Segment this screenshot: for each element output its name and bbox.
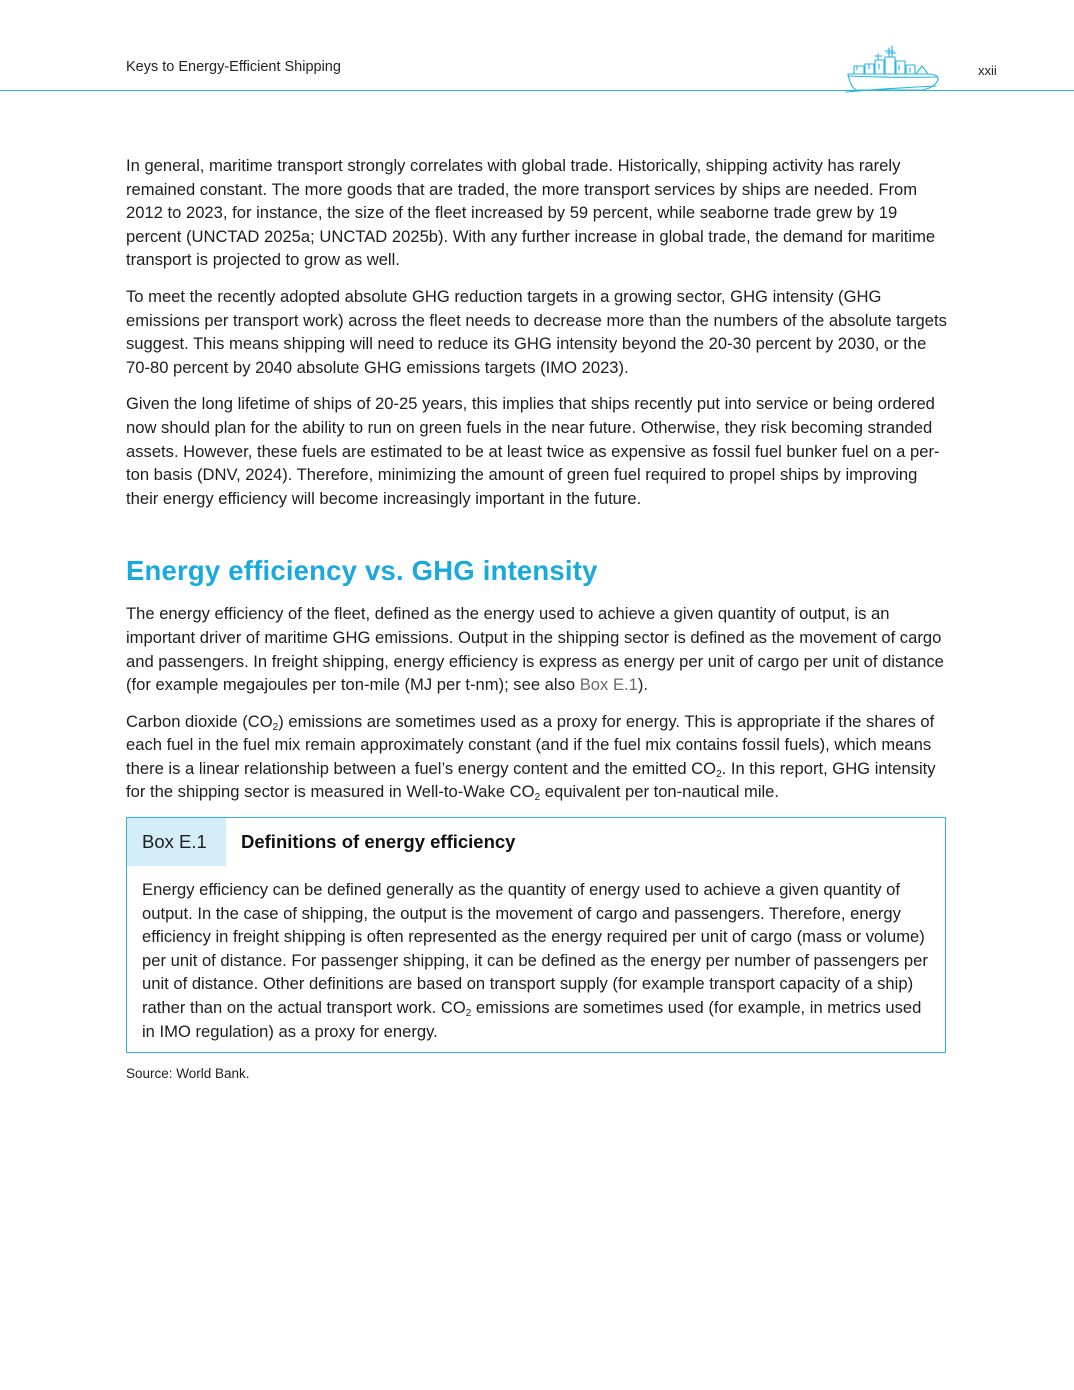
main-content [126, 154, 950, 1081]
box-body-part-b: emissions are sometimes used (for example, in metrics used in IMO regulation) as a proxy for energy. [142, 998, 922, 1041]
header-rule [0, 90, 1074, 91]
box-label: Box E.1 [127, 818, 226, 866]
paragraph-co2-part-d: equivalent per ton-nautical mile. [540, 782, 780, 802]
paragraph-energy-efficiency-text: The energy efficiency of the fleet, defined as the energy used to achieve a given quantity of output, is an important driver of maritime GHG emissions. Output in the shipping sector is defined as the movement of cargo and passengers. In freight shipping, energy efficiency is express as energy per unit of cargo per unit of distance (for example megajoules per ton-mile (MJ per t-nm); see also [126, 604, 944, 695]
page-number: xxii [978, 63, 997, 78]
co2-subscript: 2 [534, 792, 541, 804]
header-title: Keys to Energy-Efficient Shipping [126, 59, 341, 75]
box-header [127, 818, 945, 866]
paragraph-energy-efficiency [126, 602, 950, 696]
source-note: Source: World Bank. [126, 1066, 250, 1082]
paragraph-co2 [126, 710, 950, 804]
co2-subscript: 2 [272, 721, 279, 733]
box-title: Definitions of energy efficiency [241, 831, 516, 853]
paragraph-co2-part-a: Carbon dioxide (CO [126, 711, 273, 731]
paragraph-co2-part-c: . In this report, GHG intensity for the shipping sector is measured in Well-to-Wake CO [126, 758, 936, 802]
paragraph-trade: In general, maritime transport strongly correlates with global trade. Historically, shipping activity has rarely remained constant. The more goods that are traded, the more transport services by ships are needed. From 2012 to 2023, for instance, the size of the fleet increased by 59 percent, while seaborne trade grew by 19 percent (UNCTAD 2025a; UNCTAD 2025b). With any further increase in global trade, the demand for maritime transport is projected to grow as well. [126, 156, 936, 270]
box-e1 [126, 817, 946, 1053]
co2-subscript: 2 [465, 1008, 472, 1020]
box-body [127, 866, 945, 1052]
paragraph-co2-part-b: ) emissions are sometimes used as a proxy for energy. This is appropriate if the shares of each fuel in the fuel mix remain approximately constant (and if the fuel mix contains fossil fuels), which means there is a linear relationship between a fuel’s energy content and the emitted CO [126, 711, 935, 778]
paragraph-lifetime: Given the long lifetime of ships of 20-25 years, this implies that ships recently put into service or being ordered now should plan for the ability to run on green fuels in the near future. Otherwise, they risk becoming stranded assets. However, these fuels are estimated to be at least twice as expensive as fossil fuel bunker fuel on a per-ton basis (DNV, 2024). Therefore, minimizing the amount of green fuel required to propel ships by improving their energy efficiency will become increasingly important in the future. [126, 394, 940, 508]
box-body-part-a: Energy efficiency can be defined generally as the quantity of energy used to achieve a given quantity of output. In the case of shipping, the output is the movement of cargo and passengers. Therefore, energy efficiency in freight shipping is often represented as the energy required per unit of cargo (mass or volume) per unit of distance. For passenger shipping, it can be defined as the energy per number of passengers per unit of distance. Other definitions are based on transport supply (for example transport capacity of a ship) rather than on the actual transport work. CO [142, 880, 928, 1018]
co2-subscript: 2 [716, 768, 722, 780]
paragraph-targets: To meet the recently adopted absolute GHG reduction targets in a growing sector, GHG intensity (GHG emissions per transport work) across the fleet needs to decrease more than the numbers of the absolute targets suggest. This means shipping will need to reduce its GHG intensity beyond the 20-30 percent by 2030, or the 70-80 percent by 2040 absolute GHG emissions targets (IMO 2023). [126, 286, 947, 377]
box-e1-link[interactable]: Box E.1 [579, 675, 638, 695]
section-heading: Energy efficiency vs. GHG intensity [126, 555, 598, 587]
paragraph-energy-efficiency-end: ). [637, 675, 648, 695]
ship-icon [842, 42, 940, 94]
